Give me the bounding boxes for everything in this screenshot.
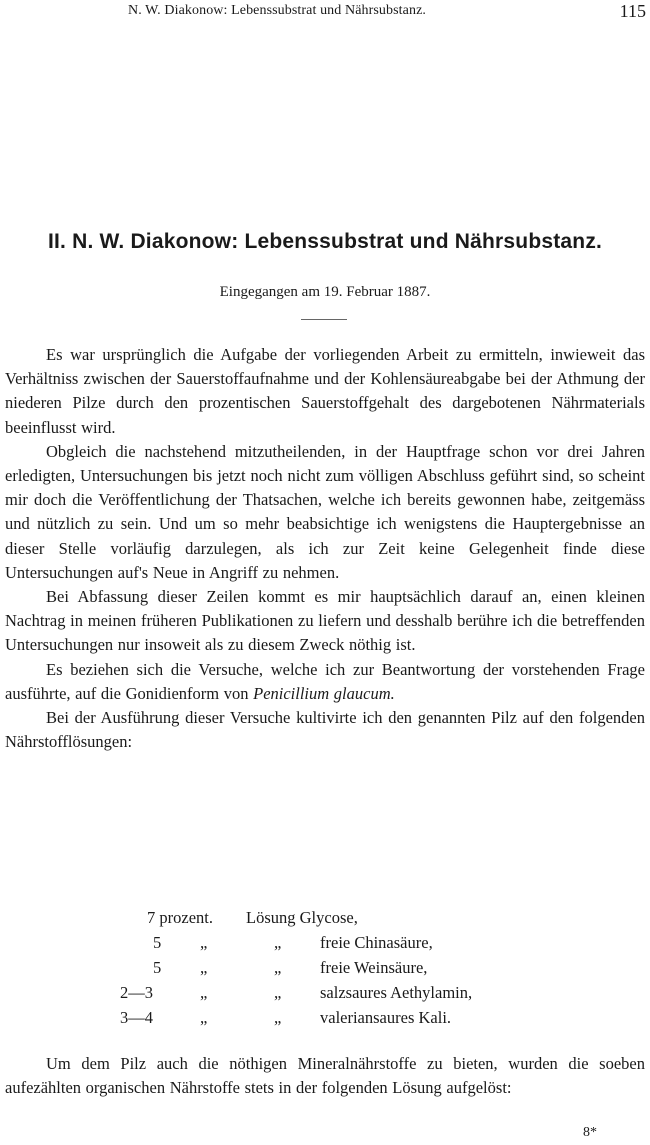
solution-row <box>0 983 650 1007</box>
paragraph-2: Obgleich die nachstehend mitzutheilenden, in der Hauptfrage schon vor drei Jahren erledigten, Untersuchungen bis jetzt noch nicht zum völligen Abschluss geführt sind, so scheint mir doch die Veröffentlichung der Thatsachen, welche ich bereits gewonnen habe, zeitgemäss und nützlich zu sein. Und um so mehr beabsichtige ich wenigstens die Hauptergebnisse an dieser Stelle vorläufig darzulegen, als ich zur Zeit keine Gelegenheit finde diese Untersuchungen auf's Neue in Angriff zu nehmen. <box>5 441 645 582</box>
solution-ditto: „ <box>274 1008 282 1027</box>
solution-ditto: „ <box>274 983 282 1002</box>
paragraph-4-text: Es beziehen sich die Versuche, welche ich zur Beantwortung der vorstehenden Frage ausführte, auf die Gonidienform von <box>5 659 645 703</box>
solution-amount: 2—3 <box>120 983 153 1002</box>
body-text <box>5 343 645 754</box>
signature-mark: 8* <box>583 1125 597 1140</box>
solution-row <box>0 933 650 957</box>
solution-ditto: „ <box>200 958 208 977</box>
solution-name: salzsaures Aethylamin, <box>320 983 473 1002</box>
solution-amount: 5 <box>153 933 162 952</box>
closing-text <box>5 1052 645 1100</box>
paragraph-5: Bei der Ausführung dieser Versuche kultivirte ich den genannten Pilz auf den folgenden Nährstofflösungen: <box>5 708 645 752</box>
article-heading: II. N. W. Diakonow: Lebenssubstrat und Nährsubstanz. <box>47 230 603 253</box>
species-name: Penicillium glaucum. <box>253 683 395 703</box>
closing-paragraph: Um dem Pilz auch die nöthigen Mineralnährstoffe zu bieten, wurden die soeben aufezählten organischen Nährstoffe stets in der folgenden Lösung aufgelöst: <box>5 1054 645 1098</box>
page-number: 115 <box>619 1 646 21</box>
solution-amount: 7 prozent. <box>147 908 213 927</box>
solution-name: valeriansaures Kali. <box>320 1008 452 1027</box>
solution-ditto: „ <box>274 958 282 977</box>
solution-amount: 5 <box>153 958 162 977</box>
solution-ditto: „ <box>274 933 282 952</box>
solution-amount: 3—4 <box>120 1008 153 1027</box>
solution-name: Lösung Glycose, <box>246 908 358 927</box>
solution-ditto: „ <box>200 1008 208 1027</box>
solution-name: freie Chinasäure, <box>320 933 433 952</box>
running-title: N. W. Diakonow: Lebenssubstrat und Nährsubstanz. <box>128 3 426 18</box>
solution-row <box>0 958 650 982</box>
paragraph-4 <box>5 658 645 706</box>
paragraph-3: Bei Abfassung dieser Zeilen kommt es mir hauptsächlich darauf an, einen kleinen Nachtrag in meinen früheren Publikationen zu liefern und desshalb berühre ich die betreffenden Untersuchungen nur insoweit als zu diesem Zweck nöthig ist. <box>5 587 645 655</box>
solution-row <box>0 908 650 932</box>
divider-rule <box>301 319 347 320</box>
paragraph-1: Es war ursprünglich die Aufgabe der vorliegenden Arbeit zu ermitteln, inwieweit das Verhältniss zwischen der Sauerstoffaufnahme und der Kohlensäureabgabe bei der Athmung der niederen Pilze durch den prozentischen Sauerstoffgehalt des dargebotenen Nährmaterials beeinflusst wird. <box>5 345 645 437</box>
running-head <box>0 3 650 23</box>
received-date: Eingegangen am 19. Februar 1887. <box>219 284 431 300</box>
solution-name: freie Weinsäure, <box>320 958 428 977</box>
solution-ditto: „ <box>200 933 208 952</box>
solution-ditto: „ <box>200 983 208 1002</box>
solution-row <box>0 1008 650 1032</box>
